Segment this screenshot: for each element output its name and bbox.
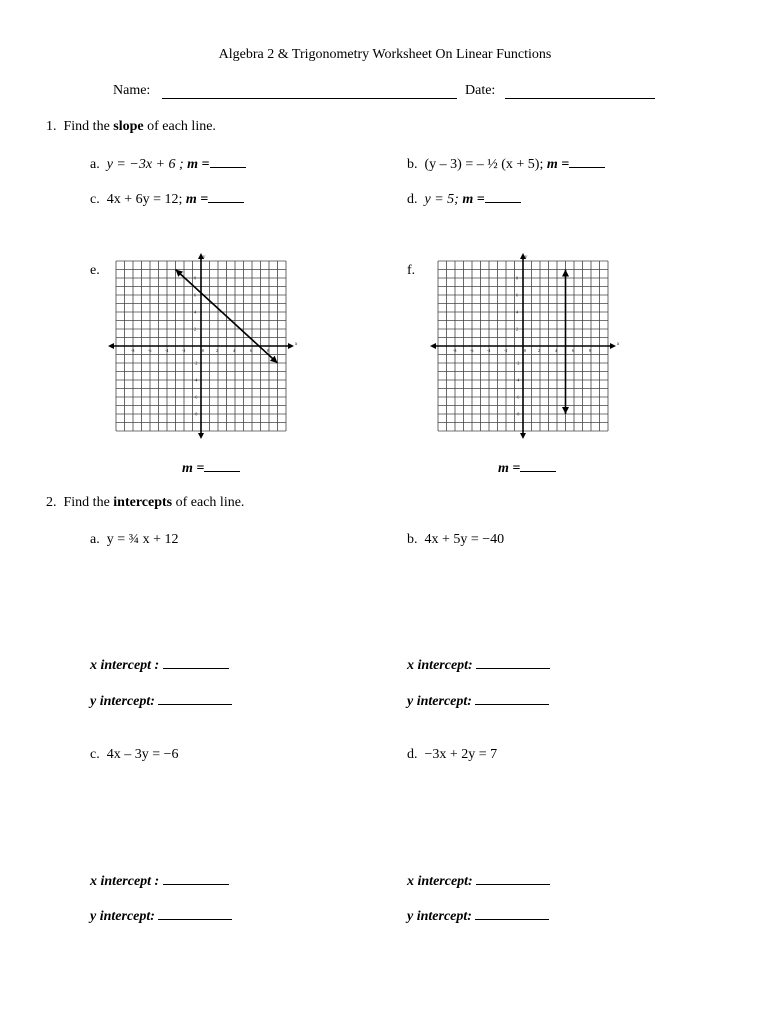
q1c-equation: 4x + 6y = 12;	[106, 192, 183, 207]
q1d-label: d.	[407, 192, 418, 207]
graph-f-y-tick: 6	[516, 292, 518, 298]
q2b-x-intercept	[407, 656, 550, 675]
q2-prompt-bold: intercepts	[113, 495, 173, 510]
q2d-x-int-label: x intercept:	[407, 874, 473, 889]
page-title: Algebra 2 & Trigonometry Worksheet On Linear Functions	[218, 47, 552, 62]
q1d-equation: y = 5;	[424, 192, 459, 207]
q1b	[407, 155, 605, 174]
q2d-y-intercept	[407, 907, 549, 926]
graph-e-x-label: x	[295, 342, 298, 347]
q1a	[90, 155, 246, 174]
graph-e-y-tick: 2	[194, 326, 196, 332]
graph-f-x-label: x	[617, 342, 620, 347]
graph-e-y-tick: -2	[194, 360, 198, 366]
graph-e	[108, 250, 298, 440]
q1c-answer-blank[interactable]	[208, 190, 244, 203]
q2c-y-intercept	[90, 907, 232, 926]
q1c-label: c.	[90, 192, 100, 207]
q1e-label: e.	[90, 263, 100, 278]
q1e-m-label: m =	[182, 461, 205, 476]
graph-f-y-tick: -6	[516, 394, 520, 400]
q1d-answer-blank[interactable]	[485, 190, 521, 203]
q1a-answer-blank[interactable]	[210, 155, 246, 168]
graph-e-x-tick: -6	[148, 348, 152, 353]
q2d-label: d.	[407, 747, 418, 762]
graph-f-y-tick: 8	[516, 275, 518, 281]
graph-f-x-tick: 8	[589, 348, 591, 353]
name-label: Name:	[113, 83, 151, 98]
q2a-x-intercept	[90, 656, 229, 675]
q1b-m-label: m =	[546, 157, 570, 172]
q2a-y-int-label: y intercept:	[90, 694, 155, 709]
graph-f-x-tick: 4	[555, 348, 557, 353]
q1-prompt-pre: Find the	[63, 119, 110, 134]
graph-e-x-tick: -8	[131, 348, 135, 353]
graph-f-origin-tick: 0	[524, 348, 526, 353]
graph-f-x-tick: -8	[453, 348, 457, 353]
q1-number: 1.	[46, 119, 57, 134]
name-field[interactable]	[162, 86, 457, 99]
q2b-x-int-blank[interactable]	[476, 656, 550, 669]
graph-f-x-arrow-left	[430, 343, 436, 349]
graph-e-x-tick: 4	[233, 348, 235, 353]
graph-f-y-label: y	[525, 255, 528, 260]
q2c	[90, 746, 179, 764]
q1-heading	[46, 118, 216, 136]
q2d-equation: −3x + 2y = 7	[424, 747, 498, 762]
q1f-label: f.	[407, 263, 416, 278]
q1b-equation: (y – 3) = – ½ (x + 5);	[424, 157, 544, 172]
q1e-m	[182, 459, 240, 478]
graph-e-y-label: y	[203, 255, 206, 260]
graph-e-y-tick: 4	[194, 309, 196, 315]
graph-e-x-arrow-left	[108, 343, 114, 349]
graph-f-y-arrow-down	[520, 433, 526, 439]
q2c-y-int-blank[interactable]	[158, 907, 232, 920]
q2d-y-int-label: y intercept:	[407, 909, 472, 924]
q2-prompt-post: of each line.	[175, 495, 245, 510]
graph-e-y-tick: -8	[194, 411, 198, 417]
q2b-equation: 4x + 5y = −40	[424, 532, 505, 547]
graph-e-y-tick: -4	[194, 377, 198, 383]
q1a-equation: y = −3x + 6 ;	[106, 157, 184, 172]
q2-number: 2.	[46, 495, 57, 510]
q2c-x-int-label: x intercept :	[90, 874, 160, 889]
date-field[interactable]	[505, 86, 655, 99]
q2a	[90, 531, 179, 549]
q2a-label: a.	[90, 532, 100, 547]
q2b-y-int-label: y intercept:	[407, 694, 472, 709]
q2a-equation: y = ¾ x + 12	[106, 532, 179, 547]
q2c-equation: 4x – 3y = −6	[106, 747, 179, 762]
q1e-answer-blank[interactable]	[204, 459, 240, 472]
q2a-x-int-label: x intercept :	[90, 658, 160, 673]
q2c-label: c.	[90, 747, 100, 762]
q2-heading	[46, 494, 244, 512]
q1b-label: b.	[407, 157, 418, 172]
q2d-x-int-blank[interactable]	[476, 872, 550, 885]
q1-prompt-post: of each line.	[147, 119, 216, 134]
q2c-x-int-blank[interactable]	[163, 872, 229, 885]
graph-e-y-tick: 6	[194, 292, 196, 298]
q1d-m-label: m =	[462, 192, 485, 207]
q1a-label: a.	[90, 157, 100, 172]
q2c-x-intercept	[90, 872, 229, 891]
date-label: Date:	[465, 83, 496, 98]
graph-f	[430, 250, 620, 440]
q1f-answer-blank[interactable]	[520, 459, 556, 472]
q2c-y-int-label: y intercept:	[90, 909, 155, 924]
q2b	[407, 531, 504, 549]
graph-e-y-tick: 8	[194, 275, 196, 281]
graph-e-origin-tick: 0	[202, 348, 204, 353]
graph-f-x-tick: -2	[504, 348, 508, 353]
q2b-label: b.	[407, 532, 418, 547]
graph-e-x-tick: -4	[165, 348, 169, 353]
q1f-m-label: m =	[498, 461, 521, 476]
q2b-y-int-blank[interactable]	[475, 692, 549, 705]
graph-f-x-tick: 2	[538, 348, 540, 353]
graph-f-x-tick: -6	[470, 348, 474, 353]
q2a-y-int-blank[interactable]	[158, 692, 232, 705]
q2a-y-intercept	[90, 692, 232, 711]
q2d-y-int-blank[interactable]	[475, 907, 549, 920]
q1a-m-label: m =	[187, 157, 210, 172]
graph-f-y-tick: 4	[516, 309, 518, 315]
graph-f-x-tick: 6	[572, 348, 574, 353]
graph-f-line	[562, 270, 569, 415]
q2a-x-int-blank[interactable]	[163, 656, 229, 669]
q2b-y-intercept	[407, 692, 549, 711]
q1c-m-label: m =	[185, 192, 209, 207]
graph-e-x-tick: 2	[216, 348, 218, 353]
q2-prompt-pre: Find the	[63, 495, 110, 510]
graph-f-y-tick: -8	[516, 411, 520, 417]
q2d-x-intercept	[407, 872, 550, 891]
q1d	[407, 190, 521, 209]
q2d	[407, 746, 497, 764]
graph-e-x-tick: 6	[250, 348, 252, 353]
graph-e-x-arrow-right	[288, 343, 294, 349]
q2b-x-int-label: x intercept:	[407, 658, 473, 673]
graph-f-y-tick: -4	[516, 377, 520, 383]
graph-f-x-arrow-right	[610, 343, 616, 349]
graph-f-y-tick: 2	[516, 326, 518, 332]
graph-e-y-tick: -6	[194, 394, 198, 400]
q1c	[90, 190, 244, 209]
graph-f-y-tick: -2	[516, 360, 520, 366]
q1f-m	[498, 459, 556, 478]
q1b-answer-blank[interactable]	[569, 155, 605, 168]
graph-e-x-tick: 8	[267, 348, 269, 353]
graph-f-x-tick: -4	[487, 348, 491, 353]
q1-prompt-bold: slope	[113, 119, 144, 134]
graph-e-y-arrow-down	[198, 433, 204, 439]
graph-e-x-tick: -2	[182, 348, 186, 353]
